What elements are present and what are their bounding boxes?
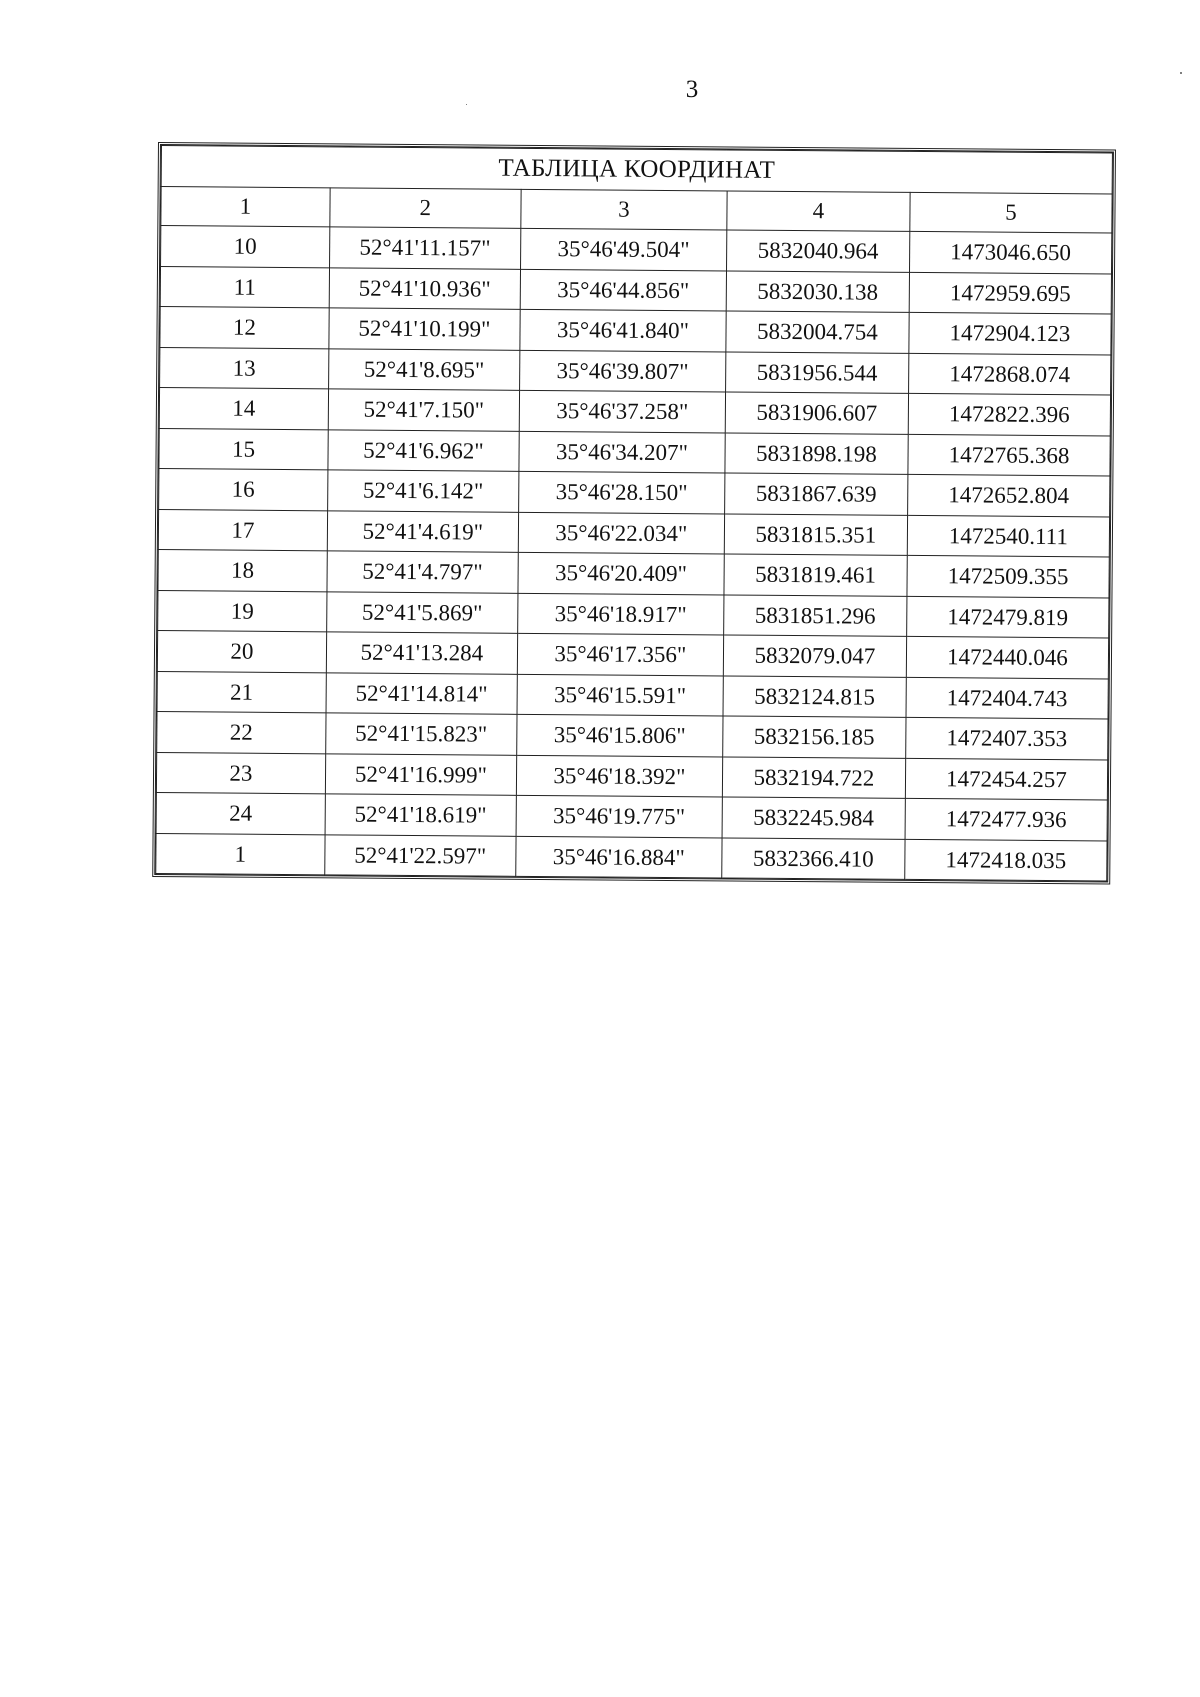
y-coordinate-cell: 1472407.353: [906, 717, 1108, 759]
x-coordinate-cell: 5831956.544: [725, 351, 908, 393]
latitude-cell: 52°41'8.695": [328, 348, 519, 390]
longitude-cell: 35°46'28.150": [518, 471, 724, 513]
longitude-cell: 35°46'41.840": [520, 309, 726, 351]
x-coordinate-cell: 5832040.964: [726, 230, 909, 272]
y-coordinate-cell: 1472454.257: [905, 758, 1107, 800]
longitude-cell: 35°46'49.504": [520, 228, 726, 270]
longitude-cell: 35°46'37.258": [519, 390, 725, 432]
longitude-cell: 35°46'17.356": [517, 633, 723, 675]
y-coordinate-cell: 1472404.743: [906, 677, 1108, 719]
longitude-cell: 35°46'16.884": [516, 836, 722, 878]
point-number-cell: 21: [157, 671, 326, 713]
x-coordinate-cell: 5831819.461: [724, 554, 907, 596]
y-coordinate-cell: 1472904.123: [909, 312, 1111, 354]
latitude-cell: 52°41'6.962": [328, 429, 519, 471]
x-coordinate-cell: 5831815.351: [724, 513, 907, 555]
column-header: 2: [330, 188, 521, 228]
latitude-cell: 52°41'22.597": [325, 834, 516, 876]
y-coordinate-cell: 1472440.046: [906, 636, 1108, 678]
latitude-cell: 52°41'7.150": [328, 389, 519, 431]
x-coordinate-cell: 5832124.815: [723, 675, 906, 717]
point-number-cell: 14: [159, 388, 328, 430]
x-coordinate-cell: 5831851.296: [724, 594, 907, 636]
x-coordinate-cell: 5831898.198: [725, 432, 908, 474]
point-number-cell: 18: [158, 550, 327, 592]
table-title: ТАБЛИЦА КООРДИНАТ: [161, 146, 1112, 194]
x-coordinate-cell: 5831867.639: [725, 473, 908, 515]
y-coordinate-cell: 1472479.819: [907, 596, 1109, 638]
point-number-cell: 12: [160, 307, 329, 349]
point-number-cell: 13: [160, 347, 329, 389]
latitude-cell: 52°41'10.936": [329, 267, 520, 309]
longitude-cell: 35°46'22.034": [518, 512, 724, 554]
scan-speck: [1180, 72, 1182, 74]
y-coordinate-cell: 1472652.804: [907, 474, 1109, 516]
point-number-cell: 10: [161, 226, 330, 268]
latitude-cell: 52°41'10.199": [329, 308, 520, 350]
x-coordinate-cell: 5832194.722: [722, 756, 905, 798]
point-number-cell: 11: [160, 266, 329, 308]
page-number: 3: [685, 76, 699, 103]
table-row: [156, 833, 1107, 881]
y-coordinate-cell: 1472868.074: [908, 353, 1110, 395]
point-number-cell: 22: [157, 712, 326, 754]
x-coordinate-cell: 5832030.138: [726, 270, 909, 312]
column-header: 5: [910, 192, 1112, 233]
column-header: 1: [161, 187, 330, 227]
point-number-cell: 24: [156, 793, 325, 835]
point-number-cell: 15: [159, 428, 328, 470]
x-coordinate-cell: 5832079.047: [723, 635, 906, 677]
column-header: 3: [521, 189, 727, 230]
latitude-cell: 52°41'16.999": [325, 753, 516, 795]
y-coordinate-cell: 1472509.355: [907, 555, 1109, 597]
column-header: 4: [727, 191, 910, 231]
latitude-cell: 52°41'4.797": [327, 551, 518, 593]
longitude-cell: 35°46'18.392": [516, 755, 722, 797]
longitude-cell: 35°46'34.207": [519, 431, 725, 473]
y-coordinate-cell: 1472477.936: [905, 798, 1107, 840]
latitude-cell: 52°41'11.157": [329, 227, 520, 269]
x-coordinate-cell: 5831906.607: [725, 392, 908, 434]
longitude-cell: 35°46'44.856": [520, 269, 726, 311]
y-coordinate-cell: 1472959.695: [909, 272, 1111, 314]
longitude-cell: 35°46'15.591": [517, 674, 723, 716]
x-coordinate-cell: 5832366.410: [722, 837, 905, 879]
coordinate-table: [155, 145, 1113, 881]
y-coordinate-cell: 1472822.396: [908, 393, 1110, 435]
y-coordinate-cell: 1472540.111: [907, 515, 1109, 557]
latitude-cell: 52°41'4.619": [327, 510, 518, 552]
point-number-cell: 1: [156, 833, 325, 875]
longitude-cell: 35°46'20.409": [518, 552, 724, 594]
latitude-cell: 52°41'5.869": [327, 591, 518, 633]
scan-speck: [466, 104, 467, 105]
point-number-cell: 16: [159, 469, 328, 511]
y-coordinate-cell: 1473046.650: [909, 231, 1111, 273]
longitude-cell: 35°46'19.775": [516, 795, 722, 837]
longitude-cell: 35°46'39.807": [519, 350, 725, 392]
latitude-cell: 52°41'18.619": [325, 794, 516, 836]
latitude-cell: 52°41'15.823": [326, 713, 517, 755]
longitude-cell: 35°46'18.917": [518, 593, 724, 635]
latitude-cell: 52°41'13.284: [326, 632, 517, 674]
longitude-cell: 35°46'15.806": [517, 714, 723, 756]
y-coordinate-cell: 1472765.368: [908, 434, 1110, 476]
x-coordinate-cell: 5832156.185: [723, 716, 906, 758]
point-number-cell: 23: [156, 752, 325, 794]
point-number-cell: 17: [158, 509, 327, 551]
latitude-cell: 52°41'14.814": [326, 672, 517, 714]
point-number-cell: 19: [158, 590, 327, 632]
x-coordinate-cell: 5832004.754: [726, 311, 909, 353]
latitude-cell: 52°41'6.142": [327, 470, 518, 512]
point-number-cell: 20: [157, 631, 326, 673]
coordinate-table-frame: [152, 142, 1116, 885]
y-coordinate-cell: 1472418.035: [905, 839, 1107, 881]
x-coordinate-cell: 5832245.984: [722, 797, 905, 839]
